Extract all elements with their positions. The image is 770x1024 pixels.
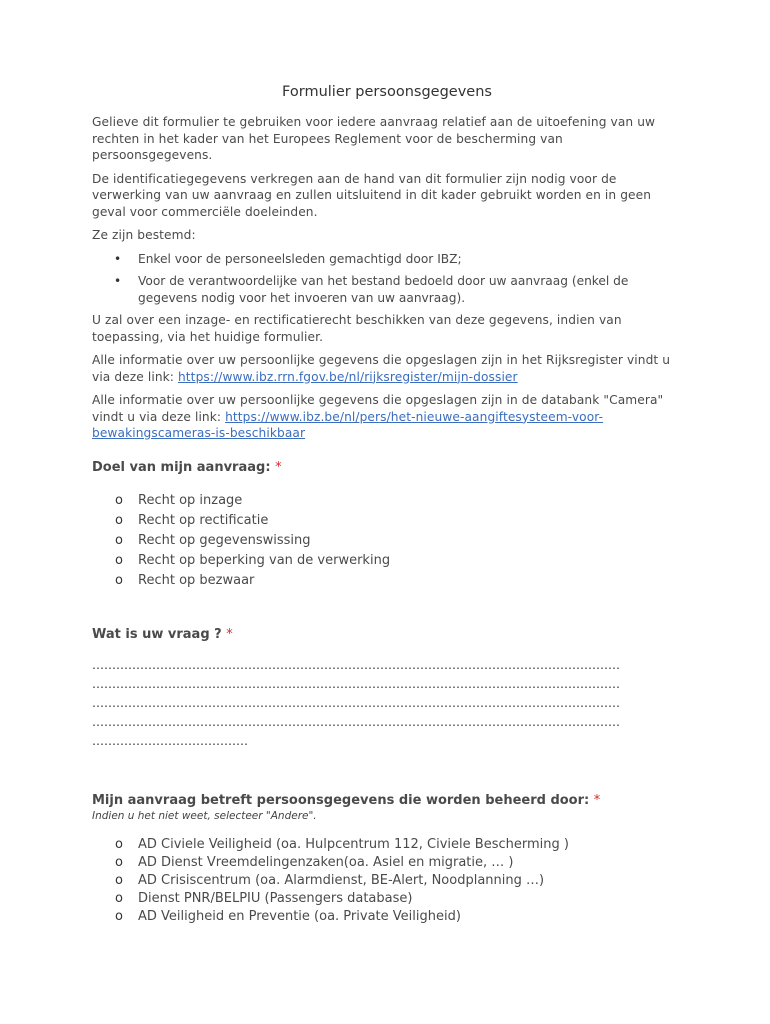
beheer-label: Mijn aanvraag betreft persoonsgegevens die worden beheerd door: xyxy=(92,792,590,808)
option-beperking[interactable]: o Recht op beperking van de verwerking xyxy=(92,551,682,571)
required-mark: * xyxy=(226,626,233,642)
doel-label: Doel van mijn aanvraag: xyxy=(92,459,271,475)
beheer-heading xyxy=(92,793,682,808)
option-crisiscentrum[interactable]: o AD Crisiscentrum (oa. Alarmdienst, BE-Alert, Noodplanning …) xyxy=(92,872,682,890)
doel-options xyxy=(92,491,682,591)
dotted-line: …………………………………………………………………………………………………………………… xyxy=(92,676,620,691)
rijksregister-link[interactable]: https://www.ibz.rrn.fgov.be/nl/rijksregister/mijn-dossier xyxy=(177,369,518,384)
beheer-hint: Indien u het niet weet, selecteer "Andere". xyxy=(92,809,317,822)
rights-paragraph: U zal over een inzage- en rectificatierecht beschikken van deze gegevens, indien van toepassing, via het huidige formulier. xyxy=(92,313,622,344)
recipients-list xyxy=(92,251,682,307)
dotted-line: …………………………………………………………………………………………………………………… xyxy=(92,695,620,710)
list-item: • Enkel voor de personeelsleden gemachtigd door IBZ; xyxy=(92,251,682,268)
option-gegevenswissing[interactable]: o Recht op gegevenswissing xyxy=(92,531,682,551)
option-rectificatie[interactable]: o Recht op rectificatie xyxy=(92,511,682,531)
intro-paragraph-3: Ze zijn bestemd: xyxy=(92,228,196,242)
intro-paragraph-2: De identificatiegegevens verkregen aan de hand van dit formulier zijn nodig voor de verwerking van uw aanvraag en zullen uitsluitend in dit kader gebruikt worden en in geen geval voor commerciële doeleinden. xyxy=(92,171,652,219)
dotted-line: ………………………………… xyxy=(92,733,248,748)
rijksregister-paragraph xyxy=(92,352,682,385)
vraag-answer-area[interactable] xyxy=(92,656,682,751)
vraag-heading xyxy=(92,627,682,642)
camera-link[interactable]: https://www.ibz.be/nl/pers/het-nieuwe-aangiftesysteem-voor-bewakingscameras-is-beschikbaar xyxy=(92,409,604,440)
option-civiele-veiligheid[interactable]: o AD Civiele Veiligheid (oa. Hulpcentrum 112, Civiele Bescherming ) xyxy=(92,836,682,854)
page-title: Formulier persoonsgegevens xyxy=(282,84,492,100)
doel-heading xyxy=(92,460,682,475)
option-veiligheid-preventie[interactable]: o AD Veiligheid en Preventie (oa. Private Veiligheid) xyxy=(92,908,682,926)
list-item: • Voor de verantwoordelijke van het bestand bedoeld door uw aanvraag (enkel de gegevens nodig voor het invoeren van uw aanvraag). xyxy=(92,273,682,306)
dotted-line: …………………………………………………………………………………………………………………… xyxy=(92,714,620,729)
option-inzage[interactable]: o Recht op inzage xyxy=(92,491,682,511)
option-pnr-belpiu[interactable]: o Dienst PNR/BELPIU (Passengers database) xyxy=(92,890,682,908)
form-page xyxy=(92,84,682,926)
option-vreemdelingenzaken[interactable]: o AD Dienst Vreemdelingenzaken(oa. Asiel en migratie, … ) xyxy=(92,854,682,872)
option-bezwaar[interactable]: o Recht op bezwaar xyxy=(92,571,682,591)
required-mark: * xyxy=(593,792,601,808)
camera-text: Alle informatie over uw persoonlijke gegevens die opgeslagen zijn in de databank "Camera" vindt u via deze link: xyxy=(92,393,664,424)
required-mark: * xyxy=(275,459,282,475)
dotted-line: …………………………………………………………………………………………………………………… xyxy=(92,657,620,672)
beheer-options xyxy=(92,836,682,926)
camera-paragraph xyxy=(92,392,682,442)
vraag-label: Wat is uw vraag ? xyxy=(92,626,222,642)
intro-paragraph-1: Gelieve dit formulier te gebruiken voor iedere aanvraag relatief aan de uitoefening van uw rechten in het kader van het Europees Reglement voor de bescherming van persoonsgegevens. xyxy=(92,115,656,162)
rijksregister-text: Alle informatie over uw persoonlijke gegevens die opgeslagen zijn in het Rijksregister vindt u via deze link: xyxy=(92,353,671,384)
